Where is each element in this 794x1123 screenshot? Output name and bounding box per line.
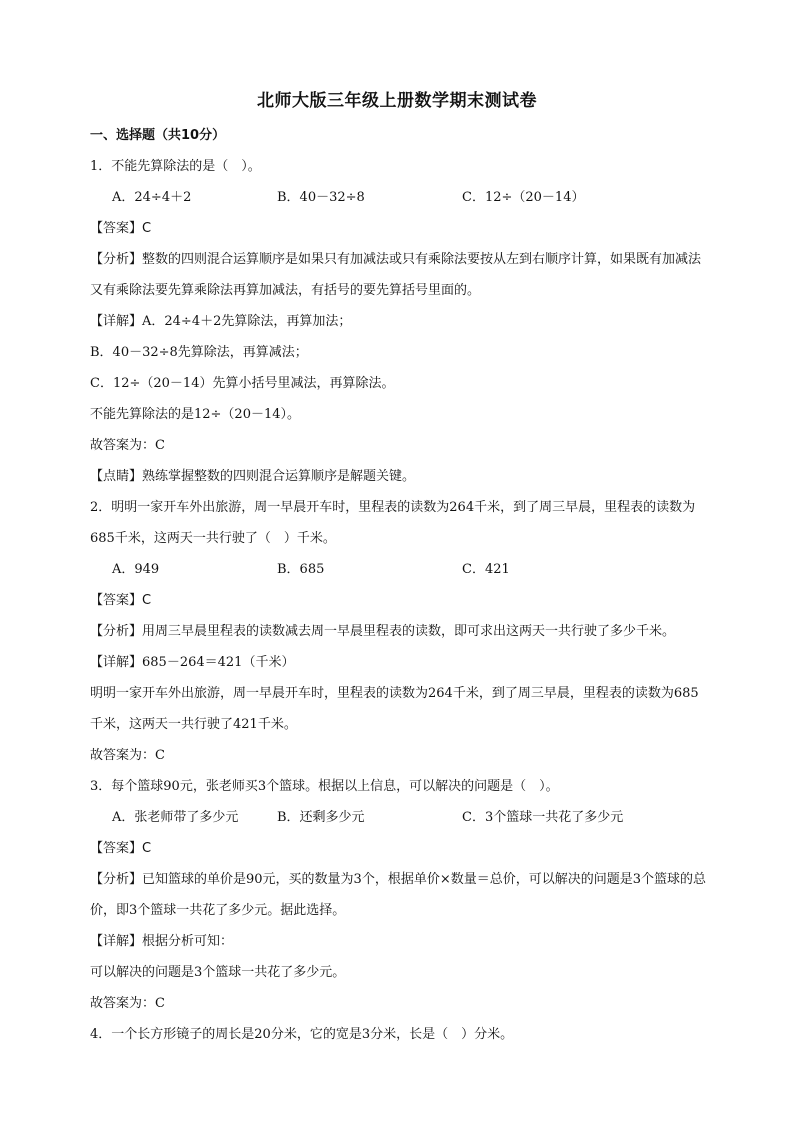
question-2-option-b: B．685	[277, 562, 325, 577]
question-1-option-c: C．12÷（20－14）	[462, 190, 585, 205]
question-2-options	[90, 554, 710, 585]
question-3-stem: 3．每个篮球90元，张老师买3个篮球。根据以上信息，可以解决的问题是（ ）。	[90, 779, 559, 794]
question-3-answer: 【答案】C	[90, 841, 152, 856]
question-1-options	[90, 182, 710, 213]
question-2-option-a: A．949	[112, 562, 160, 577]
question-1-conclusion: 故答案为：C	[90, 438, 165, 453]
question-1-detail-3: C．12÷（20－14）先算小括号里减法，再算除法。	[90, 376, 395, 391]
question-1-stem: 1．不能先算除法的是（ ）。	[90, 159, 261, 174]
question-3-option-a: A．张老师带了多少元	[112, 810, 239, 825]
question-3-options	[90, 802, 710, 833]
question-2-detail-2: 明明一家开车外出旅游，周一早晨开车时，里程表的读数为264千米，到了周三早晨，里程表的读数为685千米，这两天一共行驶了421千米。	[90, 686, 699, 732]
question-1-answer: 【答案】C	[90, 221, 152, 236]
question-2-option-c: C．421	[462, 562, 510, 577]
question-1-detail-2: B．40－32÷8先算除法，再算减法；	[90, 345, 308, 360]
page-title: 北师大版三年级上册数学期末测试卷	[257, 91, 537, 111]
question-2-answer: 【答案】C	[90, 593, 152, 608]
question-3-conclusion: 故答案为：C	[90, 996, 165, 1011]
section-heading: 一、选择题（共10分）	[90, 128, 226, 143]
question-1-detail-4: 不能先算除法的是12÷（20－14）。	[90, 407, 301, 422]
question-3-analysis: 【分析】已知篮球的单价是90元，买的数量为3个，根据单价×数量＝总价，可以解决的问题是3个篮球的总价，即3个篮球一共花了多少元。据此选择。	[90, 872, 706, 918]
document-body	[90, 120, 710, 1050]
question-2-conclusion: 故答案为：C	[90, 748, 165, 763]
question-2-stem: 2．明明一家开车外出旅游，周一早晨开车时，里程表的读数为264千米，到了周三早晨，里程表的读数为685千米，这两天一共行驶了（ ）千米。	[90, 500, 696, 546]
question-1-analysis: 【分析】整数的四则混合运算顺序是如果只有加减法或只有乘除法要按从左到右顺序计算，如果既有加减法又有乘除法要先算乘除法再算加减法，有括号的要先算括号里面的。	[90, 252, 702, 298]
question-3-detail-2: 可以解决的问题是3个篮球一共花了多少元。	[90, 965, 346, 980]
question-3-option-b: B．还剩多少元	[277, 810, 365, 825]
question-3-detail-1: 【详解】根据分析可知：	[90, 934, 234, 949]
question-4-stem: 4．一个长方形镜子的周长是20分米，它的宽是3分米，长是（ ）分米。	[90, 1027, 514, 1042]
question-1-detail-1: 【详解】A．24÷4＋2先算除法，再算加法；	[90, 314, 352, 329]
question-1-comment: 【点睛】熟练掌握整数的四则混合运算顺序是解题关键。	[90, 469, 416, 484]
question-1-option-a: A．24÷4＋2	[112, 190, 192, 205]
question-3-option-c: C．3个篮球一共花了多少元	[462, 810, 624, 825]
question-2-detail-1: 【详解】685－264＝421（千米）	[90, 655, 295, 670]
question-2-analysis: 【分析】用周三早晨里程表的读数减去周一早晨里程表的读数，即可求出这两天一共行驶了多少千米。	[90, 624, 676, 639]
question-1-option-b: B．40－32÷8	[277, 190, 365, 205]
